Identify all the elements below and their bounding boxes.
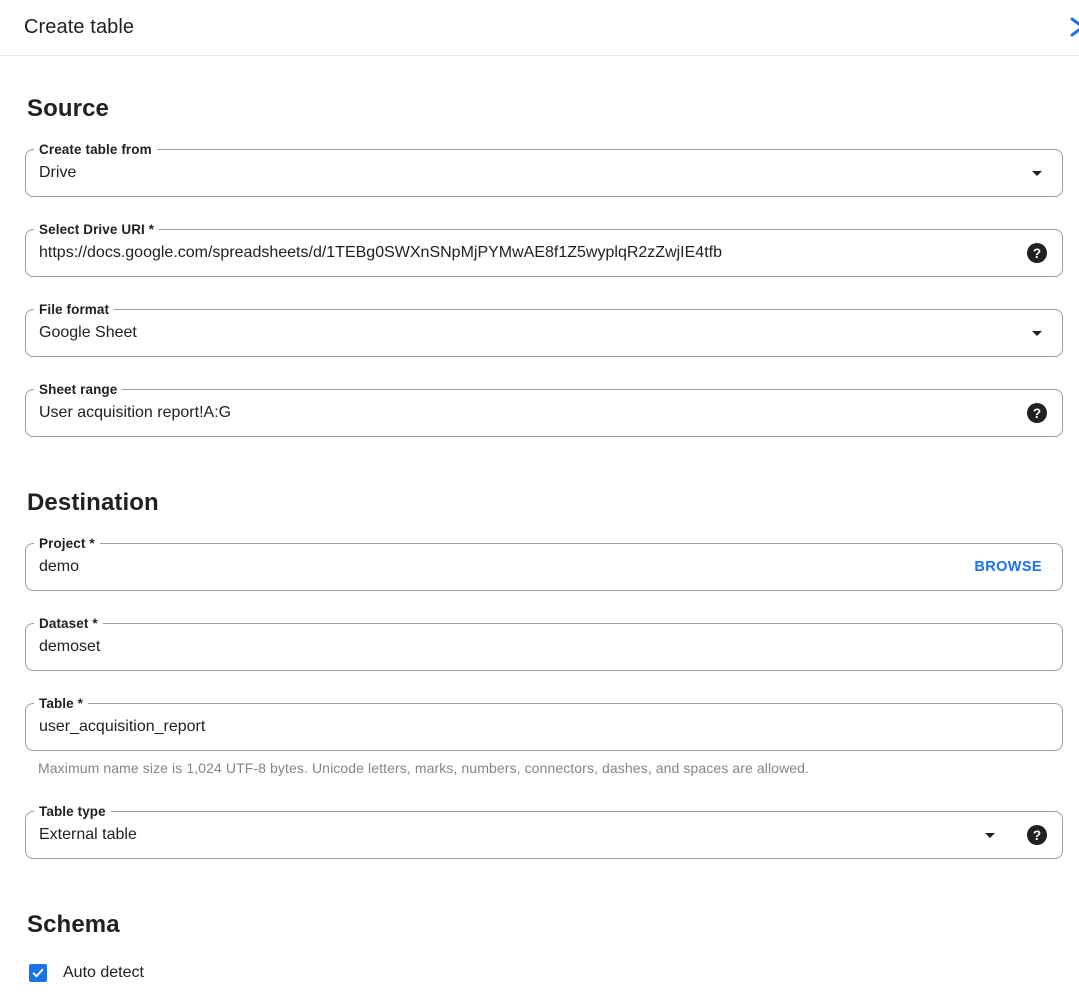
- dropdown-arrow-icon: [985, 833, 995, 838]
- auto-detect-row: [29, 964, 1063, 982]
- drive-uri-label: Select Drive URI *: [34, 221, 159, 238]
- help-icon[interactable]: ?: [1027, 403, 1047, 423]
- file-format-select[interactable]: [25, 302, 1063, 357]
- create-table-from-select[interactable]: [25, 142, 1063, 197]
- table-name-label: Table *: [34, 695, 88, 712]
- auto-detect-label: Auto detect: [63, 964, 144, 981]
- table-type-select[interactable]: [25, 804, 1063, 859]
- collapse-panel-button[interactable]: [1063, 13, 1079, 41]
- help-icon[interactable]: ?: [1027, 825, 1047, 845]
- dataset-field: [25, 616, 1063, 671]
- create-table-from-value: Drive: [39, 164, 77, 181]
- sheet-range-input[interactable]: [39, 401, 1027, 425]
- chevron-right-icon: [1063, 13, 1079, 41]
- table-name-helper-text: Maximum name size is 1,024 UTF-8 bytes. Unicode letters, marks, numbers, connectors, dashes, and spaces are allowed.: [38, 760, 810, 776]
- create-table-from-label: Create table from: [34, 141, 157, 158]
- project-field: [25, 536, 1063, 591]
- project-label: Project *: [34, 535, 100, 552]
- table-type-label: Table type: [34, 803, 111, 820]
- create-table-form: [0, 95, 1079, 982]
- file-format-value: Google Sheet: [39, 324, 137, 341]
- project-input[interactable]: [39, 555, 974, 579]
- help-icon[interactable]: ?: [1027, 243, 1047, 263]
- schema-section-heading: Schema: [27, 911, 120, 938]
- drive-uri-field: [25, 222, 1063, 277]
- panel-header: [0, 0, 1079, 56]
- page-title: Create table: [24, 16, 135, 38]
- auto-detect-checkbox[interactable]: [29, 964, 47, 982]
- checkmark-icon: [31, 966, 45, 980]
- table-name-input[interactable]: [39, 715, 1047, 739]
- source-section-heading: Source: [27, 95, 109, 122]
- table-type-value: External table: [39, 826, 137, 843]
- table-name-field: [25, 696, 1063, 751]
- destination-section-heading: Destination: [27, 489, 159, 516]
- dropdown-arrow-icon: [1032, 331, 1042, 336]
- dataset-input[interactable]: [39, 635, 1047, 659]
- drive-uri-input[interactable]: [39, 241, 1027, 265]
- browse-button[interactable]: BROWSE: [974, 559, 1042, 575]
- sheet-range-label: Sheet range: [34, 381, 122, 398]
- dataset-label: Dataset *: [34, 615, 103, 632]
- file-format-label: File format: [34, 301, 114, 318]
- sheet-range-field: [25, 382, 1063, 437]
- dropdown-arrow-icon: [1032, 171, 1042, 176]
